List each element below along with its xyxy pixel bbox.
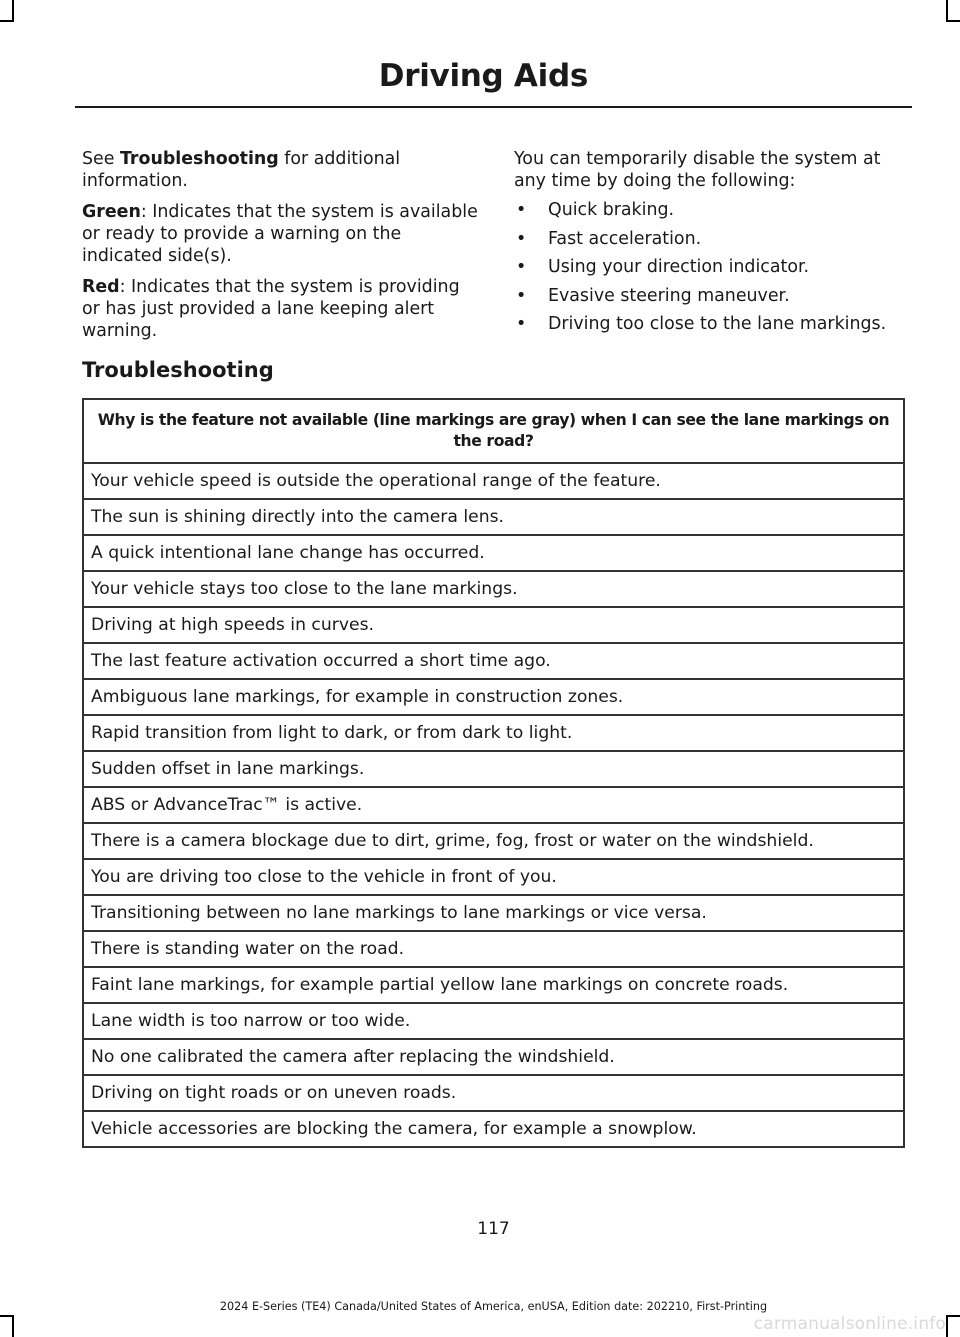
list-item	[514, 256, 914, 285]
table-cell: Lane width is too narrow or too wide.	[83, 1003, 904, 1039]
right-column	[514, 148, 914, 342]
watermark: carmanualsonline.info	[753, 1314, 946, 1334]
para-text: See	[82, 149, 120, 169]
table-row	[83, 463, 904, 499]
table-row	[83, 751, 904, 787]
table-cell: Faint lane markings, for example partial yellow lane markings on concrete roads.	[83, 967, 904, 1003]
table-cell: Transitioning between no lane markings to lane markings or vice versa.	[83, 895, 904, 931]
table-cell: Your vehicle speed is outside the operational range of the feature.	[83, 463, 904, 499]
table-row	[83, 679, 904, 715]
table-row	[83, 643, 904, 679]
table-row	[83, 607, 904, 643]
crop-mark	[12, 1315, 14, 1337]
table-cell: Driving on tight roads or on uneven roads.	[83, 1075, 904, 1111]
table-row	[83, 1039, 904, 1075]
table-row	[83, 895, 904, 931]
list-item	[514, 285, 914, 314]
list-item-text: Quick braking.	[548, 200, 675, 220]
page-title: Driving Aids	[378, 58, 588, 94]
green-indicator-paragraph	[82, 201, 482, 267]
crop-mark	[0, 1315, 14, 1317]
table-cell: You are driving too close to the vehicle in front of you.	[83, 859, 904, 895]
left-column	[82, 148, 482, 351]
list-item-text: Fast acceleration.	[548, 228, 702, 249]
table-cell: Driving at high speeds in curves.	[83, 607, 904, 643]
table-cell: There is a camera blockage due to dirt, grime, fog, frost or water on the windshield.	[83, 823, 904, 859]
table-row	[83, 1003, 904, 1039]
table-row	[83, 535, 904, 571]
table-cell: Your vehicle stays too close to the lane markings.	[83, 571, 904, 607]
crop-mark	[946, 20, 960, 22]
para-text: : Indicates that the system is providing or has just provided a lane keeping alert warning.	[82, 277, 460, 341]
header-divider	[75, 106, 912, 108]
table-cell: There is standing water on the road.	[83, 931, 904, 967]
table-cell: Vehicle accessories are blocking the camera, for example a snowplow.	[83, 1111, 904, 1147]
table-row	[83, 571, 904, 607]
table-cell: The sun is shining directly into the camera lens.	[83, 499, 904, 535]
table-cell: Rapid transition from light to dark, or from dark to light.	[83, 715, 904, 751]
crop-mark	[12, 0, 14, 22]
list-item	[514, 313, 914, 342]
table-cell: The last feature activation occurred a short time ago.	[83, 643, 904, 679]
crop-mark	[0, 20, 14, 22]
troubleshooting-heading: Troubleshooting	[82, 358, 274, 382]
troubleshooting-table	[82, 398, 905, 1148]
list-item	[514, 199, 914, 228]
edition-footer: 2024 E-Series (TE4) Canada/United States of America, enUSA, Edition date: 202210, First-Printing	[219, 1300, 768, 1313]
para-text: : Indicates that the system is available or ready to provide a warning on the indicated side(s).	[82, 202, 478, 266]
table-cell: No one calibrated the camera after replacing the windshield.	[83, 1039, 904, 1075]
green-label: Green	[82, 202, 141, 222]
disable-methods-list	[514, 199, 914, 342]
bullet-icon: •	[516, 228, 527, 249]
table-row	[83, 715, 904, 751]
troubleshooting-reference: Troubleshooting	[119, 149, 279, 169]
list-item	[514, 228, 914, 257]
red-label: Red	[82, 277, 120, 297]
table-row	[83, 787, 904, 823]
table-row	[83, 859, 904, 895]
page-number: 117	[477, 1219, 510, 1239]
table-row	[83, 1111, 904, 1147]
bullet-icon: •	[516, 200, 527, 220]
table-cell: ABS or AdvanceTrac™ is active.	[83, 787, 904, 823]
list-item-text: Using your direction indicator.	[548, 257, 810, 277]
troubleshooting-reference-paragraph	[82, 148, 482, 192]
red-indicator-paragraph	[82, 276, 482, 342]
bullet-icon: •	[516, 257, 527, 277]
bullet-icon: •	[516, 314, 527, 334]
table-row	[83, 823, 904, 859]
list-item-text: Driving too close to the lane markings.	[548, 314, 887, 334]
list-item-text: Evasive steering maneuver.	[548, 285, 790, 306]
disable-intro: You can temporarily disable the system at any time by doing the following:	[514, 149, 881, 191]
crop-mark	[946, 1315, 960, 1317]
crop-mark	[946, 0, 948, 22]
bullet-icon: •	[516, 285, 527, 306]
table-header: Why is the feature not available (line markings are gray) when I can see the lane markings on the road?	[83, 399, 904, 463]
table-cell: Ambiguous lane markings, for example in construction zones.	[83, 679, 904, 715]
table-row	[83, 931, 904, 967]
table-cell: A quick intentional lane change has occurred.	[83, 535, 904, 571]
crop-mark	[946, 1315, 948, 1337]
table-row	[83, 499, 904, 535]
para-text: for additional information.	[82, 149, 401, 191]
table-header-row	[83, 399, 904, 463]
table-row	[83, 967, 904, 1003]
table-row	[83, 1075, 904, 1111]
table-cell: Sudden offset in lane markings.	[83, 751, 904, 787]
